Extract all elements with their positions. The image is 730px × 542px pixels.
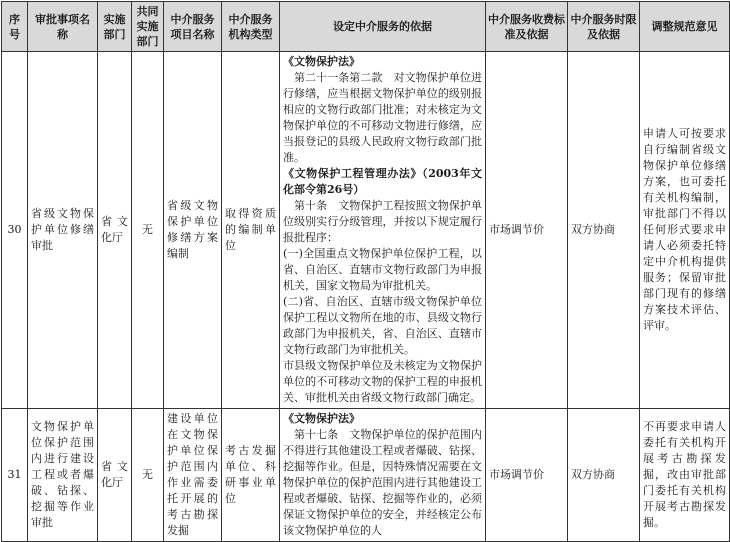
joint-cell: 无 [132, 52, 164, 409]
opinion-cell: 申请人可按要求自行编制省级文物保护单位修缮方案，也可委托有关机构编制，审批部门不得以任何形式要求申请人必须委托特定中介机构提供服务；保留审批部门现有的修缮方案技术评估、评审。 [640, 52, 730, 409]
basis-paragraph: 市县级文物保护单位及未核定为文物保护单位的不可移动文物的保护工程的申报机关、审批机关由省级文物行政部门确定。 [283, 359, 482, 404]
basis-cell [280, 52, 486, 409]
item-cell: 文物保护单位保护范围内进行建设工程或者爆破、钻探、挖掘等作业审批 [28, 409, 98, 542]
agency-type-cell: 取得资质的编制单位 [222, 52, 280, 409]
table-row [2, 409, 730, 542]
seq-cell: 31 [2, 409, 28, 542]
basis-law-title: 《文物保护法》 [283, 55, 360, 68]
basis-paragraph: 第十条 文物保护工程按照文物保护单位级别实行分级管理，并按以下规定履行报批程序： [283, 199, 482, 244]
basis-law-title: 《文物保护工程管理办法》（2003年文化部令第26号） [283, 167, 482, 196]
header-seq: 序号 [2, 2, 28, 52]
service-cell: 省级文物保护单位修缮方案编制 [164, 52, 222, 409]
header-basis: 设定中介服务的依据 [280, 2, 486, 52]
item-cell: 省级文物保护单位修缮审批 [28, 52, 98, 409]
agency-type-cell: 考古发掘单位、科研事业单位 [222, 409, 280, 542]
fee-cell: 市场调节价 [486, 52, 568, 409]
header-dept: 实施部门 [98, 2, 132, 52]
fee-cell: 市场调节价 [486, 409, 568, 542]
header-row [2, 2, 730, 52]
intermediary-services-table [1, 1, 730, 542]
header-item: 审批事项名称 [28, 2, 98, 52]
time-cell: 双方协商 [568, 52, 640, 409]
joint-cell: 无 [132, 409, 164, 542]
dept-cell: 省文化厅 [98, 52, 132, 409]
basis-law-title: 《文物保护法》 [283, 412, 360, 425]
seq-cell: 30 [2, 52, 28, 409]
opinion-cell: 不再要求申请人委托有关机构开展考古勘探发掘，改由审批部门委托有关机构开展考古勘探发掘。 [640, 409, 730, 542]
header-opinion: 调整规范意见 [640, 2, 730, 52]
header-time: 中介服务时限及依据 [568, 2, 640, 52]
basis-paragraph: 第二十一条第二款 对文物保护单位进行修缮，应当根据文物保护单位的级别报相应的文物行政部门批准；对未核定为文物保护单位的不可移动文物进行修缮，应当报登记的县级人民政府文物行政部门批准。 [283, 71, 482, 164]
header-service: 中介服务项目名称 [164, 2, 222, 52]
dept-cell: 省文化厅 [98, 409, 132, 542]
basis-paragraph: (二)省、自治区、直辖市级文物保护单位保护工程以文物所在地的市、县级文物行政部门为申报机关，省、自治区、直辖市文物行政部门为审批机关。 [283, 295, 482, 356]
basis-cell [280, 409, 486, 542]
service-cell: 建设单位在文物保护单位保护范围内作业需委托开展的考古勘探发掘 [164, 409, 222, 542]
basis-paragraph: 第十七条 文物保护单位的保护范围内不得进行其他建设工程或者爆破、钻探、挖掘等作业。但是，因特殊情况需要在文物保护单位的保护范围内进行其他建设工程或者爆破、钻探、挖掘等作业的，必须保证文物保护单位的安全，并经核定公布该文物保护单位的人 [283, 428, 482, 537]
header-joint: 共同实施部门 [132, 2, 164, 52]
table-row [2, 52, 730, 409]
basis-paragraph: (一)全国重点文物保护单位保护工程，以省、自治区、直辖市文物行政部门为申报机关，国家文物局为审批机关。 [283, 247, 482, 292]
header-agency-type: 中介服务机构类型 [222, 2, 280, 52]
time-cell: 双方协商 [568, 409, 640, 542]
header-fee: 中介服务收费标准及依据 [486, 2, 568, 52]
